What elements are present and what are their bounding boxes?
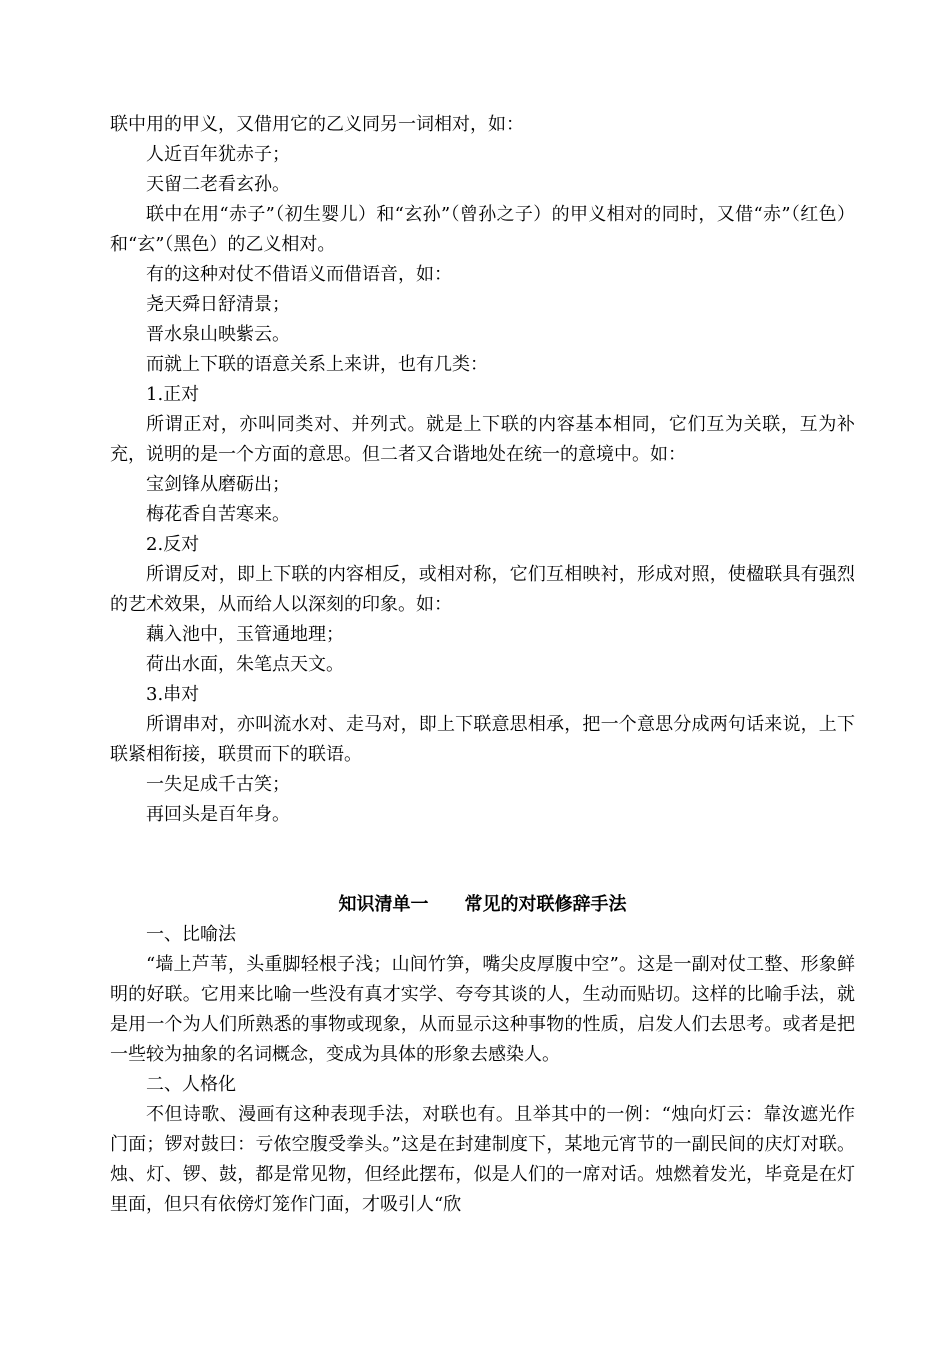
couplet-line: 天留二老看玄孙。 (146, 174, 290, 195)
couplet-line: 梅花香自苦寒来。 (146, 504, 290, 525)
section-heading (110, 890, 855, 920)
subheading: 二、人格化 (146, 1074, 236, 1095)
couplet-line: 宝剑锋从磨砺出； (146, 474, 290, 495)
subheading: 1.正对 (146, 384, 200, 405)
section-heading-number: 知识清单一 (338, 894, 429, 915)
couplet-line: 藕入池中，玉管通地理； (146, 624, 344, 645)
couplet-line: 荷出水面，朱笔点天文。 (146, 654, 344, 675)
document-page (110, 110, 855, 1220)
couplet-line: 晋水泉山映紫云。 (146, 324, 290, 345)
paragraph: 有的这种对仗不借语义而借语音，如： (146, 264, 452, 285)
paragraph: 所谓正对，亦叫同类对、并列式。就是上下联的内容基本相同，它们互为关联，互为补充，说明的是一个方面的意思。但二者又合谐地处在统一的意境中。如： (110, 414, 855, 465)
paragraph: 所谓串对，亦叫流水对、走马对，即上下联意思相承，把一个意思分成两句话来说，上下联紧相衔接，联贯而下的联语。 (110, 714, 855, 765)
paragraph: “墙上芦苇，头重脚轻根子浅；山间竹笋，嘴尖皮厚腹中空”。这是一副对仗工整、形象鲜明的好联。它用来比喻一些没有真才实学、夸夸其谈的人，生动而贴切。这样的比喻手法，就是用一个为人们所熟悉的事物或现象，从而显示这种事物的性质，启发人们去思考。或者是把一些较为抽象的名词概念，变成为具体的形象去感染人。 (110, 954, 855, 1065)
paragraph: 所谓反对，即上下联的内容相反，或相对称，它们互相映衬，形成对照，使楹联具有强烈的艺术效果，从而给人以深刻的印象。如： (110, 564, 855, 615)
couplet-line: 人近百年犹赤子； (146, 144, 290, 165)
paragraph: 不但诗歌、漫画有这种表现手法，对联也有。且举其中的一例：“烛向灯云：靠汝遮光作门面；锣对鼓曰：亏侬空腹受拳头。”这是在封建制度下，某地元宵节的一副民间的庆灯对联。烛、灯、锣、鼓，都是常见物，但经此摆布，似是人们的一席对话。烛燃着发光，毕竟是在灯里面，但只有依傍灯笼作门面，才吸引人“欣 (110, 1104, 855, 1215)
couplet-line: 尧天舜日舒清景； (146, 294, 290, 315)
couplet-line: 再回头是百年身。 (146, 804, 290, 825)
paragraph: 联中用的甲义，又借用它的乙义同另一词相对，如： (110, 114, 524, 135)
paragraph: 而就上下联的语意关系上来讲，也有几类： (146, 354, 488, 375)
paragraph: 联中在用“赤子”（初生婴儿）和“玄孙”（曾孙之子）的甲义相对的同时，又借“赤”（红色）和“玄”（黑色）的乙义相对。 (110, 204, 855, 255)
subheading: 3.串对 (146, 684, 200, 705)
section-heading-title: 常见的对联修辞手法 (464, 894, 627, 915)
subheading: 一、比喻法 (146, 924, 236, 945)
section-gap (110, 830, 855, 890)
subheading: 2.反对 (146, 534, 200, 555)
couplet-line: 一失足成千古笑； (146, 774, 290, 795)
